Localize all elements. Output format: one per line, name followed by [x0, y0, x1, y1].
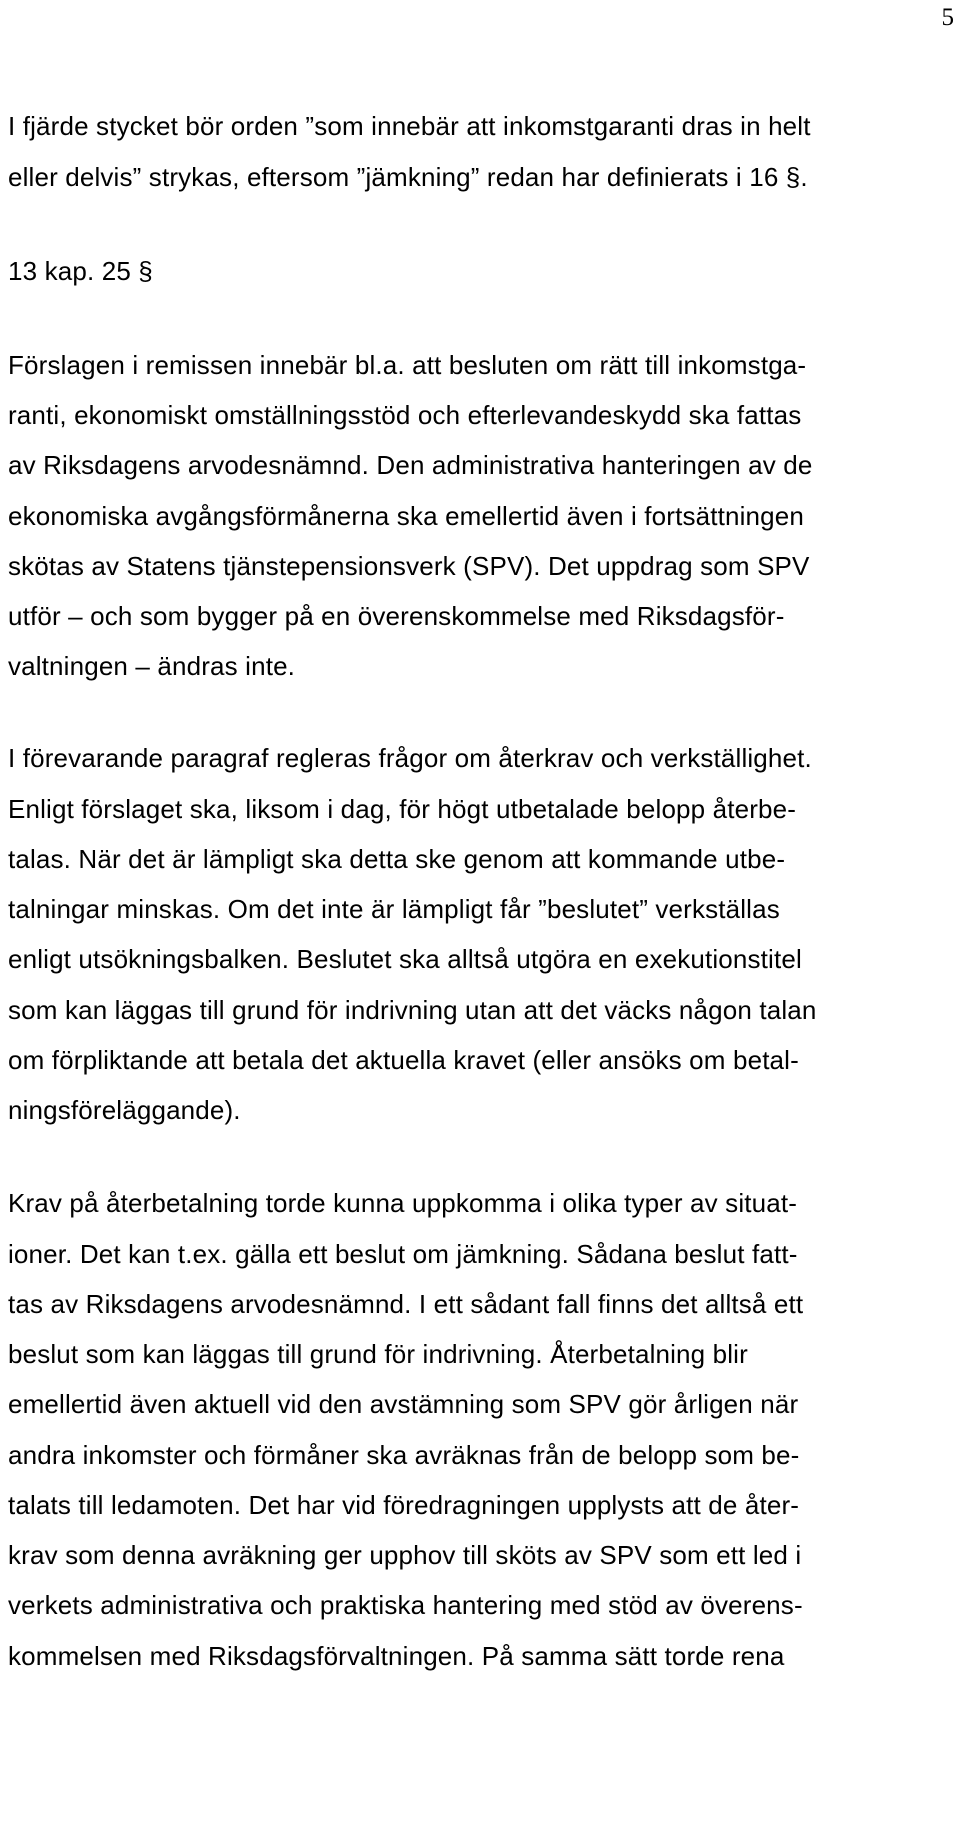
text-line: av Riksdagens arvodesnämnd. Den administrativa hanteringen av de — [8, 450, 813, 480]
text-line: om förpliktande att betala det aktuella kravet (eller ansöks om betal- — [8, 1045, 799, 1075]
text-line: verkets administrativa och praktiska hantering med stöd av överens- — [8, 1590, 803, 1620]
text-line: talats till ledamoten. Det har vid föredragningen upplysts att de åter- — [8, 1490, 800, 1520]
text-line: Förslagen i remissen innebär bl.a. att besluten om rätt till inkomstga- — [8, 350, 807, 380]
text-line: beslut som kan läggas till grund för indrivning. Återbetalning blir — [8, 1339, 748, 1369]
text-line: I fjärde stycket bör orden ”som innebär att inkomstgaranti dras in helt — [8, 111, 811, 141]
text-line: kommelsen med Riksdagsförvaltningen. På samma sätt torde rena — [8, 1641, 785, 1671]
text-line: eller delvis” strykas, eftersom ”jämkning” redan har definierats i 16 §. — [8, 162, 808, 192]
text-line: Enligt förslaget ska, liksom i dag, för högt utbetalade belopp återbe- — [8, 794, 797, 824]
text-line: 13 kap. 25 § — [8, 256, 153, 286]
text-line: I förevarande paragraf regleras frågor om återkrav och verkställighet. — [8, 743, 812, 773]
text-line: krav som denna avräkning ger upphov till sköts av SPV som ett led i — [8, 1540, 802, 1570]
text-line: emellertid även aktuell vid den avstämning som SPV gör årligen när — [8, 1389, 799, 1419]
page-number: 5 — [941, 4, 954, 31]
text-line: ningsföreläggande). — [8, 1095, 241, 1125]
text-line: andra inkomster och förmåner ska avräknas från de belopp som be- — [8, 1440, 800, 1470]
text-line: ekonomiska avgångsförmånerna ska emellertid även i fortsättningen — [8, 501, 804, 531]
text-line: talas. När det är lämpligt ska detta ske genom att kommande utbe- — [8, 844, 786, 874]
text-line: valtningen – ändras inte. — [8, 651, 296, 681]
text-line: som kan läggas till grund för indrivning utan att det väcks någon talan — [8, 995, 817, 1025]
text-line: enligt utsökningsbalken. Beslutet ska alltså utgöra en exekutionstitel — [8, 944, 802, 974]
text-line: skötas av Statens tjänstepensionsverk (SPV). Det uppdrag som SPV — [8, 551, 810, 581]
text-line: utför – och som bygger på en överenskommelse med Riksdagsför- — [8, 601, 785, 631]
text-line: Krav på återbetalning torde kunna uppkomma i olika typer av situat- — [8, 1188, 798, 1218]
text-line: ranti, ekonomiskt omställningsstöd och efterlevandeskydd ska fattas — [8, 400, 802, 430]
text-line: ioner. Det kan t.ex. gälla ett beslut om jämkning. Sådana beslut fatt- — [8, 1239, 798, 1269]
text-line: tas av Riksdagens arvodesnämnd. I ett sådant fall finns det alltså ett — [8, 1289, 804, 1319]
text-line: talningar minskas. Om det inte är lämpligt får ”beslutet” verkställas — [8, 894, 780, 924]
